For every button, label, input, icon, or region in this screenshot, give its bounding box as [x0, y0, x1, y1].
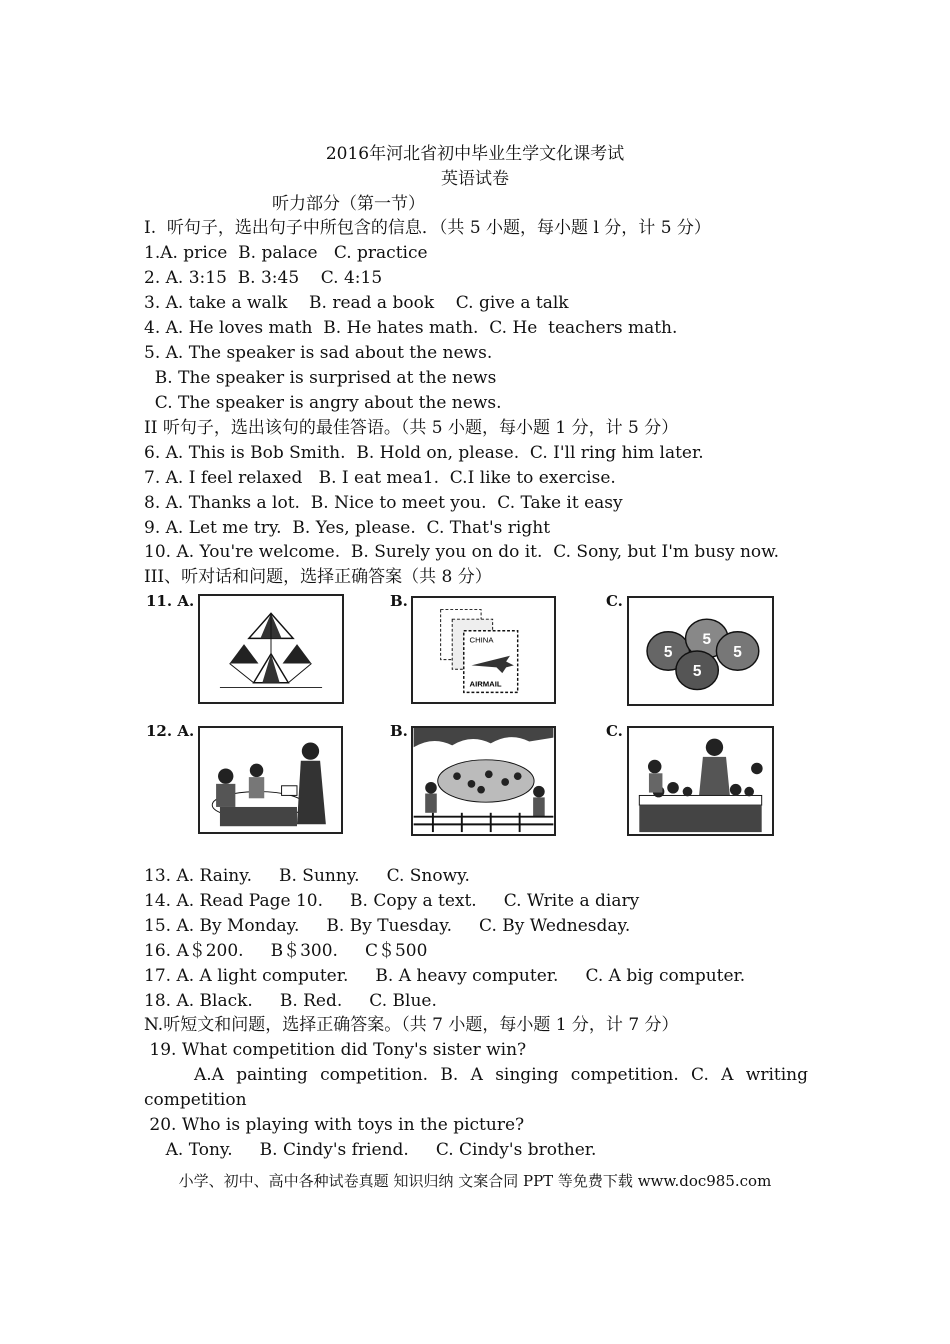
question-2: 2. A. 3:15 B. 3:45 C. 4:15	[144, 268, 383, 288]
coin-value-4: 5	[692, 663, 702, 681]
question-15: 15. A. By Monday. B. By Tuesday. C. By Wednesday.	[144, 916, 631, 936]
q12-label-b: B.	[390, 722, 408, 740]
footer-note: 小学、初中、高中各种试卷真题 知识归纳 文案合同 PPT 等免费下载 www.doc985.com	[178, 1172, 772, 1190]
market-picture	[627, 726, 774, 836]
part-heading: 听力部分（第一节）	[272, 194, 425, 214]
question-5b: B. The speaker is surprised at the news	[144, 368, 497, 388]
exam-title: 2016年河北省初中毕业生学文化课考试	[325, 144, 625, 164]
coin-value-1: 5	[663, 643, 673, 661]
question-3: 3. A. take a walk B. read a book C. give a talk	[144, 293, 569, 313]
q11-label-a: 11. A.	[146, 592, 195, 610]
question-20: 20. Who is playing with toys in the picture?	[144, 1115, 525, 1135]
question-13: 13. A. Rainy. B. Sunny. C. Snowy.	[144, 866, 470, 886]
question-7: 7. A. I feel relaxed B. I eat mea1. C.I like to exercise.	[144, 468, 616, 488]
exam-subtitle: 英语试卷	[441, 169, 509, 189]
q11-label-b: B.	[390, 592, 408, 610]
stamps-picture	[411, 596, 556, 704]
zoo-picture	[411, 726, 556, 836]
question-8: 8. A. Thanks a lot. B. Nice to meet you. C. Take it easy	[144, 493, 623, 513]
question-4: 4. A. He loves math B. He hates math. C. He teachers math.	[144, 318, 678, 338]
q11-label-c: C.	[606, 592, 623, 610]
question-19: 19. What competition did Tony's sister win?	[144, 1040, 527, 1060]
section-1-heading: I. 听句子，选出句子中所包含的信息．（共 5 小题，每小题 l 分，计 5 分）	[144, 218, 711, 238]
question-14: 14. A. Read Page 10. B. Copy a text. C. Write a diary	[144, 891, 640, 911]
coin-value-3: 5	[733, 643, 742, 661]
section-4-heading: N.听短文和问题，选择正确答案。（共 7 小题，每小题 1 分，计 7 分）	[144, 1015, 679, 1035]
question-20-options: A. Tony. B. Cindy's friend. C. Cindy's brother.	[144, 1140, 597, 1160]
coins-picture	[627, 596, 774, 706]
kite-picture	[198, 594, 344, 704]
stamp-airmail-text: AIRMAIL	[469, 679, 502, 689]
question-9: 9. A. Let me try. B. Yes, please. C. That's right	[144, 518, 551, 538]
question-17: 17. A. A light computer. B. A heavy computer. C. A big computer.	[144, 966, 746, 986]
q12-label-c: C.	[606, 722, 623, 740]
question-10: 10. A. You're welcome. B. Surely you on do it. C. Sony, but I'm busy now.	[144, 542, 780, 562]
question-6: 6. A. This is Bob Smith. B. Hold on, please. C. I'll ring him later.	[144, 443, 704, 463]
question-19-options-cont: competition	[144, 1090, 247, 1110]
coin-value-2: 5	[702, 631, 712, 649]
question-16: 16. A＄200. B＄300. C＄500	[144, 941, 428, 961]
question-18: 18. A. Black. B. Red. C. Blue.	[144, 991, 437, 1011]
question-5a: 5. A. The speaker is sad about the news.	[144, 343, 493, 363]
question-1: 1.A. price B. palace C. practice	[144, 243, 428, 263]
question-19-options: A.A painting competition. B. A singing competition. C. A writing	[194, 1065, 808, 1085]
stamp-country-text: CHINA	[469, 635, 494, 645]
section-2-heading: II 听句子，选出该句的最佳答语。（共 5 小题，每小题 1 分，计 5 分）	[144, 418, 679, 438]
q12-label-a: 12. A.	[146, 722, 195, 740]
section-3-heading: III、听对话和问题，选择正确答案（共 8 分）	[144, 567, 492, 587]
question-5c: C. The speaker is angry about the news.	[144, 393, 502, 413]
restaurant-picture	[198, 726, 343, 834]
